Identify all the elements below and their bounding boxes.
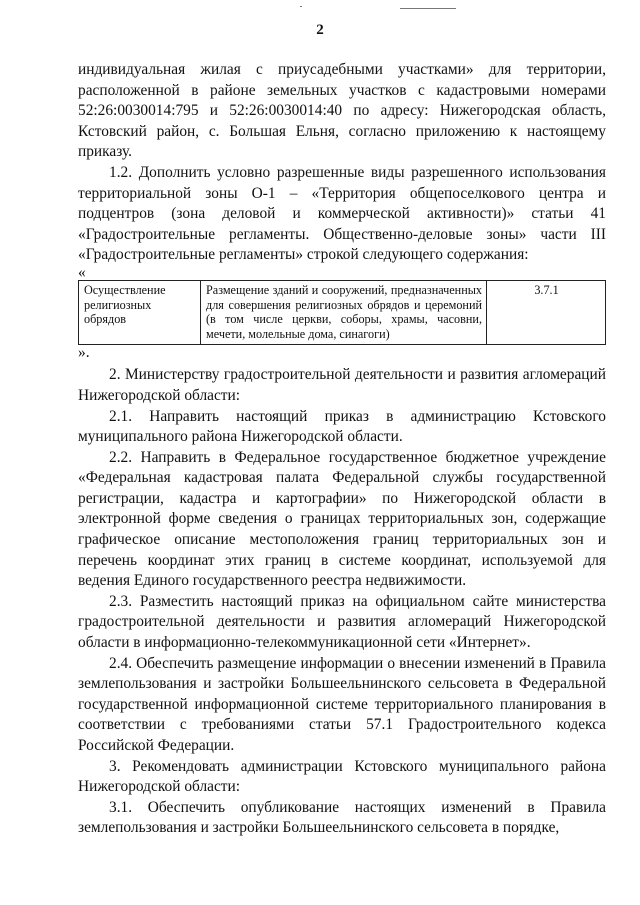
paragraph: 3.1. Обеспечить опубликование настоящих изменений в Правила землепользования и застройки Большеельнинского сельсовета в порядке, (78, 798, 606, 837)
quote-close: ». (78, 344, 90, 362)
page-number: 2 (316, 22, 324, 38)
paragraph: 3. Рекомендовать администрации Кстовского муниципального района Нижегородской области: (78, 757, 606, 796)
paragraph: 2.2. Направить в Федеральное государственное бюджетное учреждение «Федеральная кадастровая палата Федеральной службы государственной регистрации, кадастра и картографии» по Нижегородской области в электронной форме сведения о границах территориальных зон, содержащие графическое описание местоположения границ территориальных зон и перечень координат этих границ в системе координат, используемой для ведения Единого государственного реестра недвижимости. (78, 448, 606, 590)
table-cell-code: 3.7.1 (487, 280, 606, 344)
paragraphs-before-table (78, 60, 606, 266)
permitted-use-table (78, 280, 606, 345)
paragraph: 1.2. Дополнить условно разрешенные виды разрешенного использования территориальной зоны О-1 – «Территория общепоселкового центра и подцентров (зона деловой и коммерческой активности)» статьи 41 «Градостроительные регламенты. Общественно-деловые зоны» части III «Градостроительные регламенты» строкой следующего содержания: (78, 163, 606, 264)
table-cell-description: Размещение зданий и сооружений, предназначенных для совершения религиозных обрядов и церемоний (в том числе церкви, соборы, храмы, часовни, мечети, молельные дома, синагоги) (201, 280, 487, 344)
paragraph: 2. Министерству градостроительной деятельности и развития агломераций Нижегородской области: (78, 366, 606, 404)
table-row (79, 280, 606, 344)
quote-open: « (78, 263, 86, 281)
paragraphs-after-table (78, 365, 606, 839)
paragraph: 2.4. Обеспечить размещение информации о внесении изменений в Правила землепользования и застройки Большеельнинского сельсовета в Федеральной государственной информационной системе территориального планирования в соответствии с требованиями статьи 57.1 Градостроительного кодекса Российской Федерации. (78, 654, 606, 754)
paragraph: 2.1. Направить настоящий приказ в администрацию Кстовского муниципального района Нижегородской области. (78, 407, 606, 446)
scan-artifact-line (400, 8, 456, 9)
scan-artifact-dot (300, 6, 302, 7)
paragraph: индивидуальная жилая с приусадебными участками» для территории, расположенной в районе земельных участков с кадастровыми номерами 52:26:0030014:795 и 52:26:0030014:40 по адресу: Нижегородская область, Кстовский район, с. Большая Ельня, согласно приложению к настоящему приказу. (78, 61, 606, 161)
document-body (78, 60, 606, 839)
paragraph: 2.3. Разместить настоящий приказ на официальном сайте министерства градостроительной деятельности и развития агломераций Нижегородской области в информационно-телекоммуникационной сети «Интернет». (78, 592, 606, 652)
table-cell-use-name: Осуществление религиозных обрядов (79, 280, 201, 344)
